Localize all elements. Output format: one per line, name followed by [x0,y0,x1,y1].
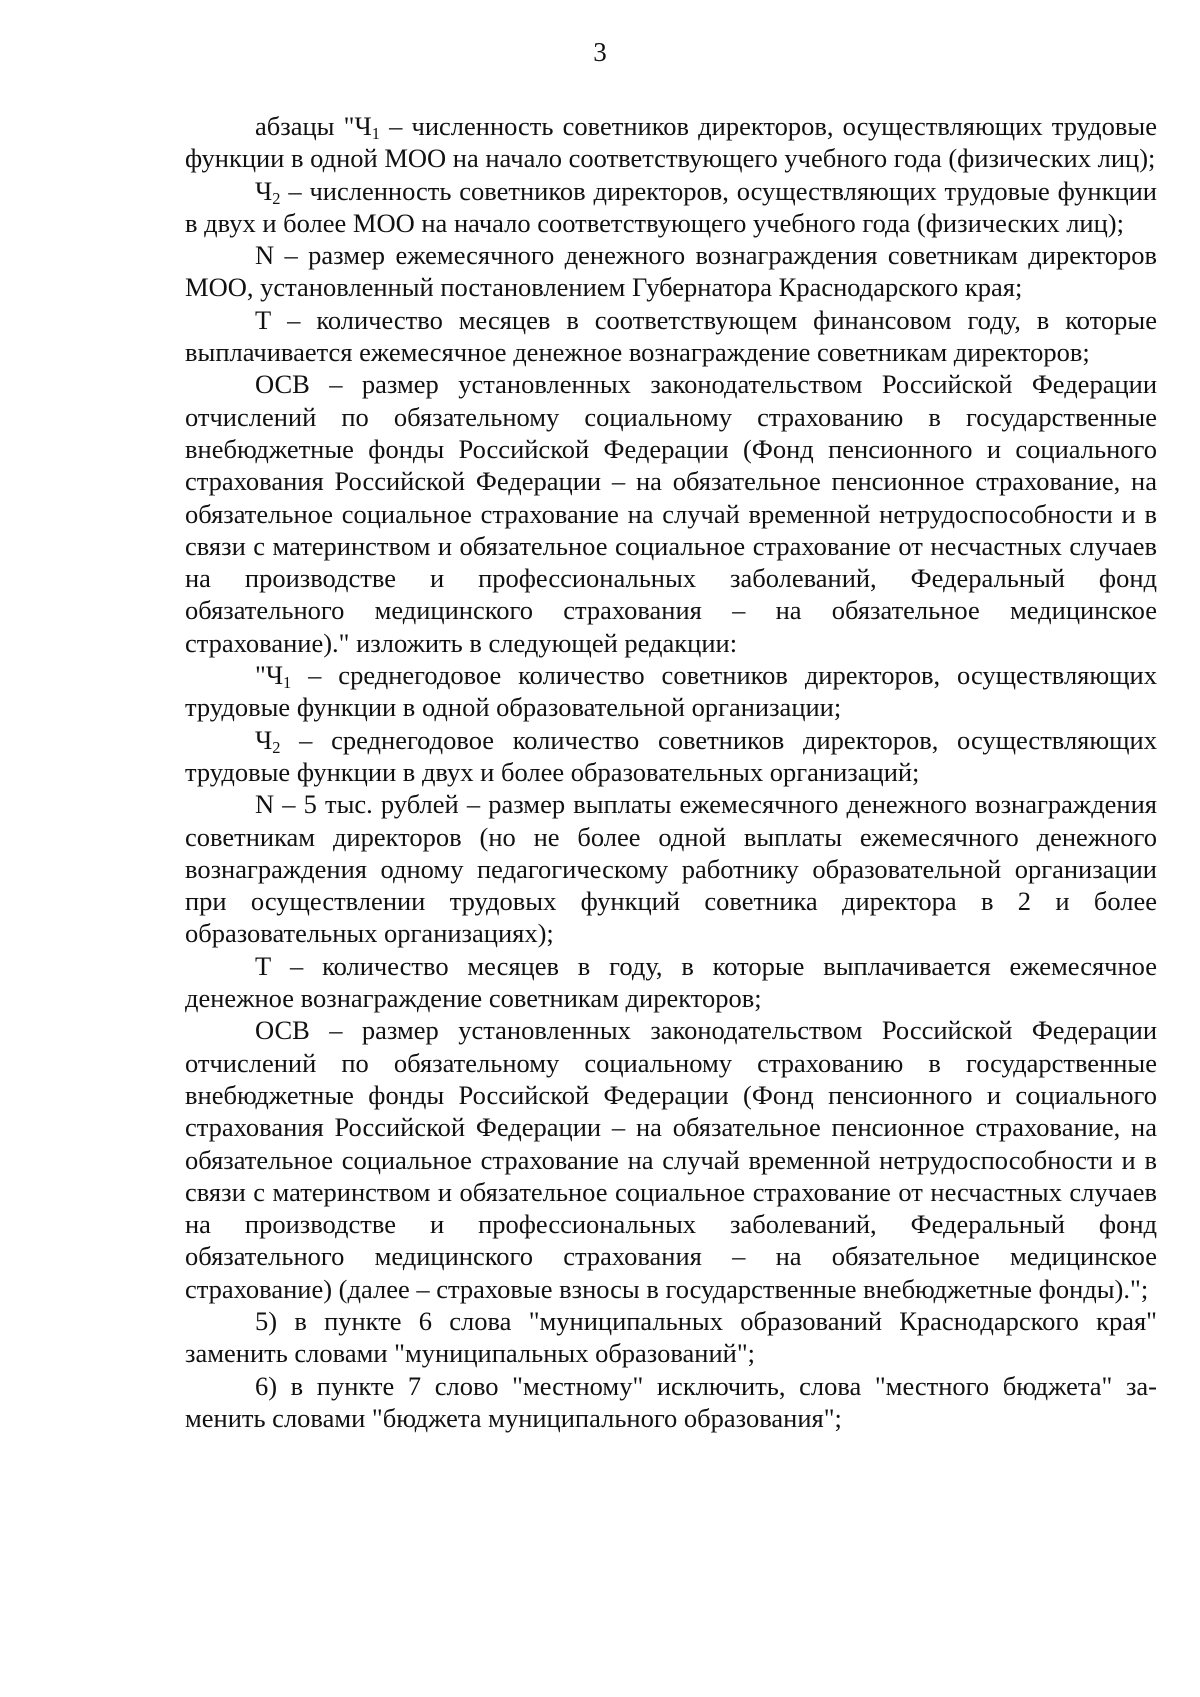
paragraph-osv-old [185,368,1157,659]
subscript: 1 [371,124,380,144]
subscript: 1 [283,673,292,693]
paragraph-text: – среднегодовое количество советников директоров, осуществляющих трудовые функции в двух и более образовательных организаций; [185,724,1157,787]
paragraph-text: ОСВ – размер установленных законодательством Российской Федерации отчислений по обязательному социальному страхованию в государственные внебюджетные фонды Российской Федерации (Фонд пенсионного и социального страхования Российской Федерации – на обязательное пенсионное страхование, на обязательное социальное страхование на случай временной нетрудоспособности и в связи с материнством и обязательное социальное страхование от несчастных случаев на производстве и профессиональных заболеваний, Федеральный фонд обязательного медицинского страхования – на обязательное медицинское страхование) (далее – страховые взносы в государственные внебюджетные фонды)."; [185,1015,1157,1304]
paragraph-h2-old [185,175,1157,240]
paragraph-text: "Ч [255,660,284,691]
paragraph-h2-new [185,724,1157,789]
page-number: 3 [593,37,607,67]
paragraph-item-6 [185,1370,1157,1435]
paragraph-text: – численность советников директоров, осуществляющих трудовые функции в одной МОО на начало соответствующего учебного года (физических лиц); [185,111,1157,174]
paragraph-text: 5) в пункте 6 слова "муниципальных образований Краснодарского края" заменить словами "муниципальных образований"; [185,1305,1157,1369]
paragraph-n-new [185,788,1157,949]
paragraph-n-old [185,239,1157,304]
paragraph-text: N – размер ежемесячного денежного вознаграждения советникам директоров МОО, установленный постановлением Губернатора Краснодарского края; [185,240,1157,303]
paragraph-text: Ч [255,175,273,206]
paragraph-item-5 [185,1305,1157,1370]
paragraph-text: – численность советников директоров, осуществляющих трудовые функции в двух и более МОО на начало соответствующего учебного года (физических лиц); [185,175,1157,238]
document-body [185,110,1157,1434]
paragraph-t-new [185,950,1157,1015]
paragraph-text: 6) в пункте 7 слово "местному" исключить, слова "местного бюджета" заменить словами "бюджета муниципального образования"; [185,1370,1157,1433]
paragraph-text: N – 5 тыс. рублей – размер выплаты ежемесячного денежного вознаграждения советникам директоров (но не более одной выплаты ежемесячного денежного вознаграждения одному педагогическому работнику образовательной организации при осуществлении трудовых функций советника директора в 2 и более образовательных организациях); [185,789,1157,949]
paragraph-osv-new [185,1014,1157,1305]
subscript: 2 [272,737,281,757]
paragraph-text: ОСВ – размер установленных законодательством Российской Федерации отчислений по обязательному социальному страхованию в государственные внебюджетные фонды Российской Федерации (Фонд пенсионного и социального страхования Российской Федерации – на обязательное пенсионное страхование, на обязательное социальное страхование на случай временной нетрудоспособности и в связи с материнством и обязательное социальное страхование от несчастных случаев на производстве и профессиональных заболеваний, Федеральный фонд обязательного медицинского страхования – на обязательное медицинское страхование)." изложить в следующей редакции: [185,369,1157,658]
paragraph-t-old [185,304,1157,369]
paragraph-h1-new [185,659,1157,724]
paragraph-text: Т – количество месяцев в соответствующем финансовом году, в которые выплачивается ежемесячное денежное вознаграждение советникам директоров; [185,304,1157,368]
paragraph-text: абзацы "Ч [255,111,372,141]
subscript: 2 [272,188,281,208]
paragraph-text: Т – количество месяцев в году, в которые выплачивается ежемесячное денежное вознаграждение советникам директоров; [185,950,1157,1014]
paragraph-text: – среднегодовое количество советников директоров, осуществляющих трудовые функции в одной образовательной организации; [185,660,1157,723]
paragraph-text: Ч [255,724,273,755]
paragraph-h1-old [185,110,1157,175]
